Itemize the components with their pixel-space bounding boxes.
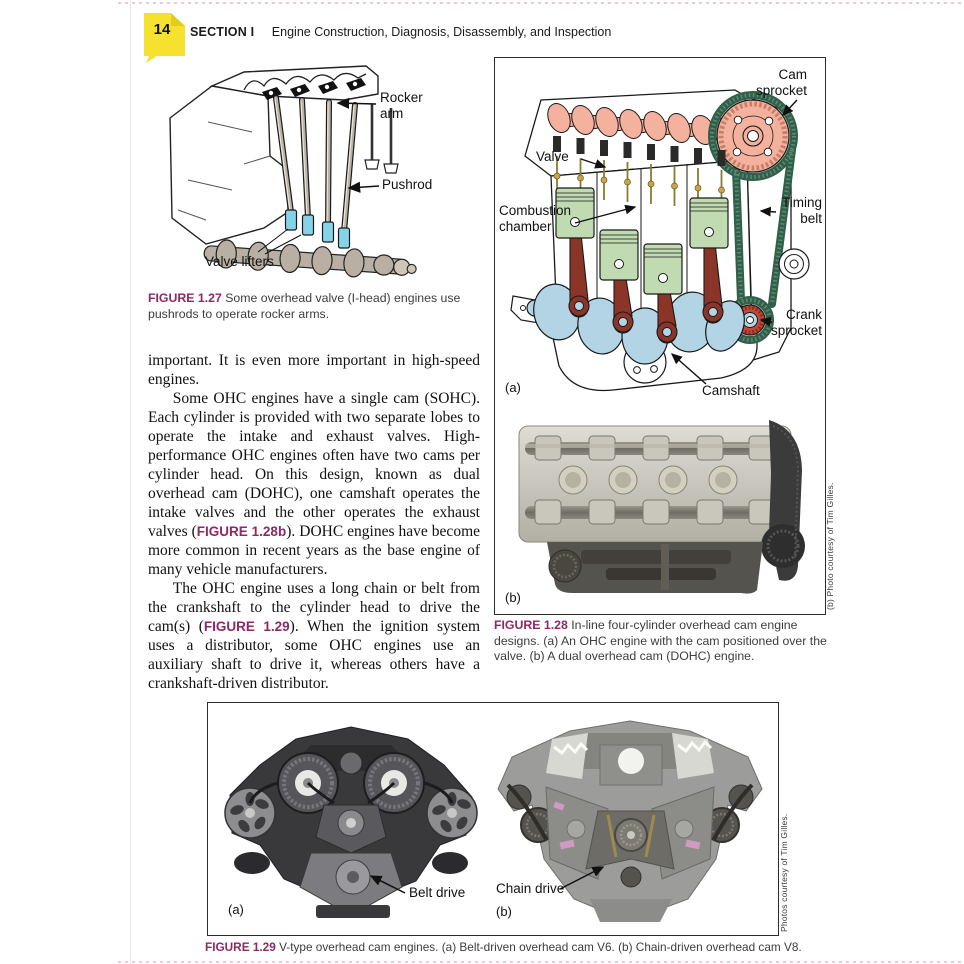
label-belt-drive: Belt drive [409, 885, 466, 900]
sublabel-1-28b: (b) [505, 590, 521, 605]
caption-1-27-text: Some overhead valve (I-head) engines use pushrods to operate rocker arms. [148, 291, 461, 321]
body-paragraph-2: Some OHC engines have a single cam (SOHC). Each cylinder is provided with two separate lobes to operate the intake and exhaust valves. High-performance OHC engines often have two cams per cylinder head. On this design, known as dual overhead cam (DOHC), one camshaft operates the intake valves and the other operates the exhaust valves (FIGURE 1.28b). DOHC engines have become more common in recent years as the base engine of many vehicle manufacturers. [148, 390, 481, 578]
caption-1-29-label: FIGURE 1.29 [205, 940, 276, 954]
page-edge-line [130, 0, 131, 964]
label-cam-sprocket: Cam sprocket [755, 67, 807, 98]
bottom-trim-mark [118, 961, 964, 963]
section-label: SECTION I [190, 25, 255, 39]
page-tab-shape [141, 12, 187, 64]
body-text-column [148, 351, 480, 693]
figure-1-29-arrows [208, 703, 778, 934]
label-valve: Valve [536, 149, 569, 164]
label-timing-belt: Timing belt [781, 195, 822, 226]
running-header [190, 25, 611, 39]
figure-ref-1-28b: FIGURE 1.28b [196, 524, 287, 539]
figure-1-27 [148, 60, 473, 292]
section-title: Engine Construction, Diagnosis, Disassembly, and Inspection [271, 25, 612, 39]
label-pushrod: Pushrod [382, 177, 433, 192]
sublabel-1-29a: (a) [228, 902, 244, 917]
caption-1-28-label: FIGURE 1.28 [494, 618, 568, 632]
body-paragraph-1: important. It is even more important in high-speed engines. [148, 352, 480, 388]
label-combustion-chamber: Combustion chamber [499, 203, 572, 234]
caption-1-28-text: In-line four-cylinder overhead cam engine designs. (a) An OHC engine with the cam positioned over the valve. (b) A dual overhead cam (DOHC) engine. [494, 618, 827, 664]
top-trim-mark [118, 2, 964, 4]
caption-figure-1-27 [148, 291, 476, 322]
page-number-tab [141, 12, 187, 64]
figure-1-28 [494, 57, 826, 615]
caption-figure-1-29 [205, 940, 802, 955]
sublabel-1-29b: (b) [496, 904, 512, 919]
label-chain-drive: Chain drive [496, 881, 565, 896]
label-valve-lifters: Valve lifters [205, 254, 274, 269]
credit-figure-1-28: (b) Photo courtesy of Tim Gilles. [825, 482, 835, 610]
label-camshaft: Camshaft [702, 383, 760, 398]
caption-figure-1-28 [494, 618, 832, 665]
figure-1-29 [207, 702, 779, 936]
body-paragraph-3: The OHC engine uses a long chain or belt from the crankshaft to the cylinder head to drive the cam(s) (FIGURE 1.29). When the ignition system uses a distributor, some OHC engines use an auxiliary shaft to drive it, whereas others have a crankshaft-driven distributor. [148, 580, 480, 692]
figure-1-28b-photo [511, 414, 809, 596]
credit-figure-1-29: Photos courtesy of Tim Gilles. [779, 813, 789, 932]
sublabel-1-28a: (a) [505, 380, 521, 395]
caption-1-27-label: FIGURE 1.27 [148, 291, 222, 305]
label-crank-sprocket: Crank sprocket [770, 307, 822, 338]
page-number: 14 [153, 21, 171, 38]
label-rocker-arm: Rocker arm [380, 90, 423, 121]
caption-1-29-text: V-type overhead cam engines. (a) Belt-driven overhead cam V6. (b) Chain-driven overhead cam V8. [275, 940, 802, 954]
figure-ref-1-29: FIGURE 1.29 [203, 619, 290, 634]
